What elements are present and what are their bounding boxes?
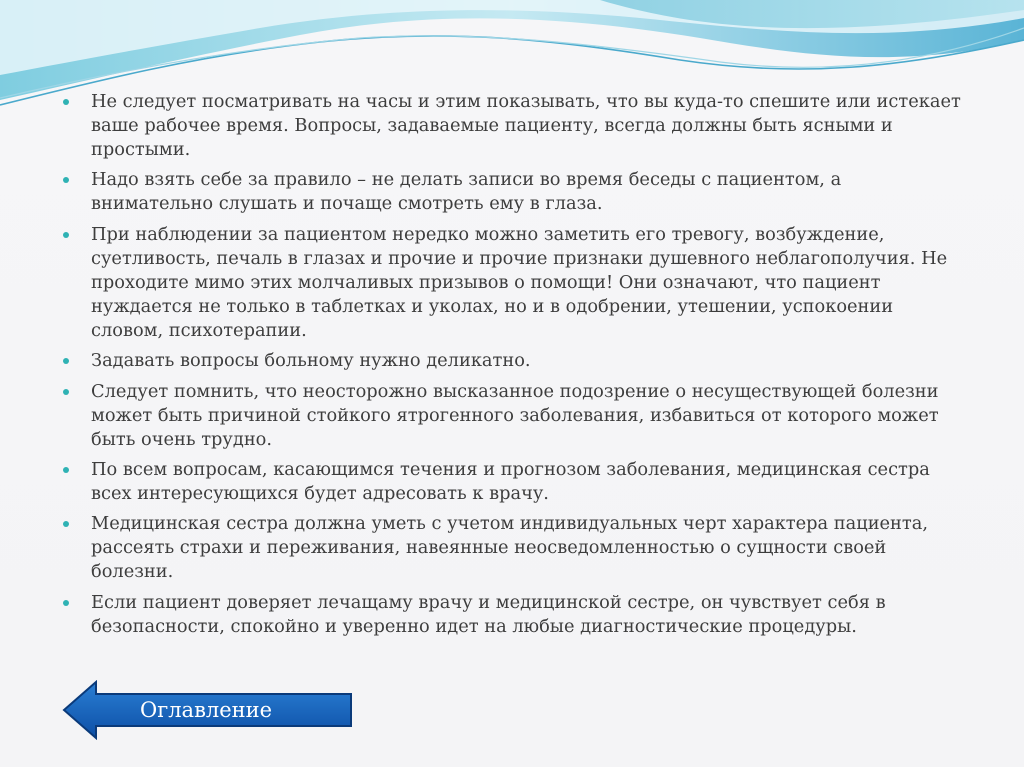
table-of-contents-button[interactable] (62, 680, 354, 740)
table-of-contents-label: Оглавление (140, 698, 273, 722)
bullet-item: Задавать вопросы больному нужно деликатно. (62, 349, 967, 373)
bullet-item: По всем вопросам, касающимся течения и прогнозом заболевания, медицинская сестра всех интересующихся будет адресовать к врачу. (62, 458, 967, 506)
bullet-item: Надо взять себе за правило – не делать записи во время беседы с пациентом, а внимательно слушать и почаще смотреть ему в глаза. (62, 168, 967, 216)
bullet-item: Медицинская сестра должна уметь с учетом индивидуальных черт характера пациента, рассеять страхи и переживания, навеянные неосведомленностью о сущности своей болезни. (62, 512, 967, 584)
bullet-item: Не следует посматривать на часы и этим показывать, что вы куда-то спешите или истекает ваше рабочее время. Вопросы, задаваемые пациенту, всегда должны быть ясными и простыми. (62, 90, 967, 162)
bullet-item: Следует помнить, что неосторожно высказанное подозрение о несуществующей болезни может быть причиной стойкого ятрогенного заболевания, избавиться от которого может быть очень трудно. (62, 380, 967, 452)
bullet-item: Если пациент доверяет лечащаму врачу и медицинской сестре, он чувствует себя в безопасности, спокойно и уверенно идет на любые диагностические процедуры. (62, 591, 967, 639)
bullet-list (62, 90, 967, 639)
bullet-item: При наблюдении за пациентом нередко можно заметить его тревогу, возбуждение, суетливость, печаль в глазах и прочие и прочие признаки душевного неблагополучия. Не проходите мимо этих молчаливых призывов о помощи! Они означают, что пациент нуждается не только в таблетках и уколах, но и в одобрении, утешении, успокоении словом, психотерапии. (62, 223, 967, 343)
content-area (62, 90, 967, 645)
